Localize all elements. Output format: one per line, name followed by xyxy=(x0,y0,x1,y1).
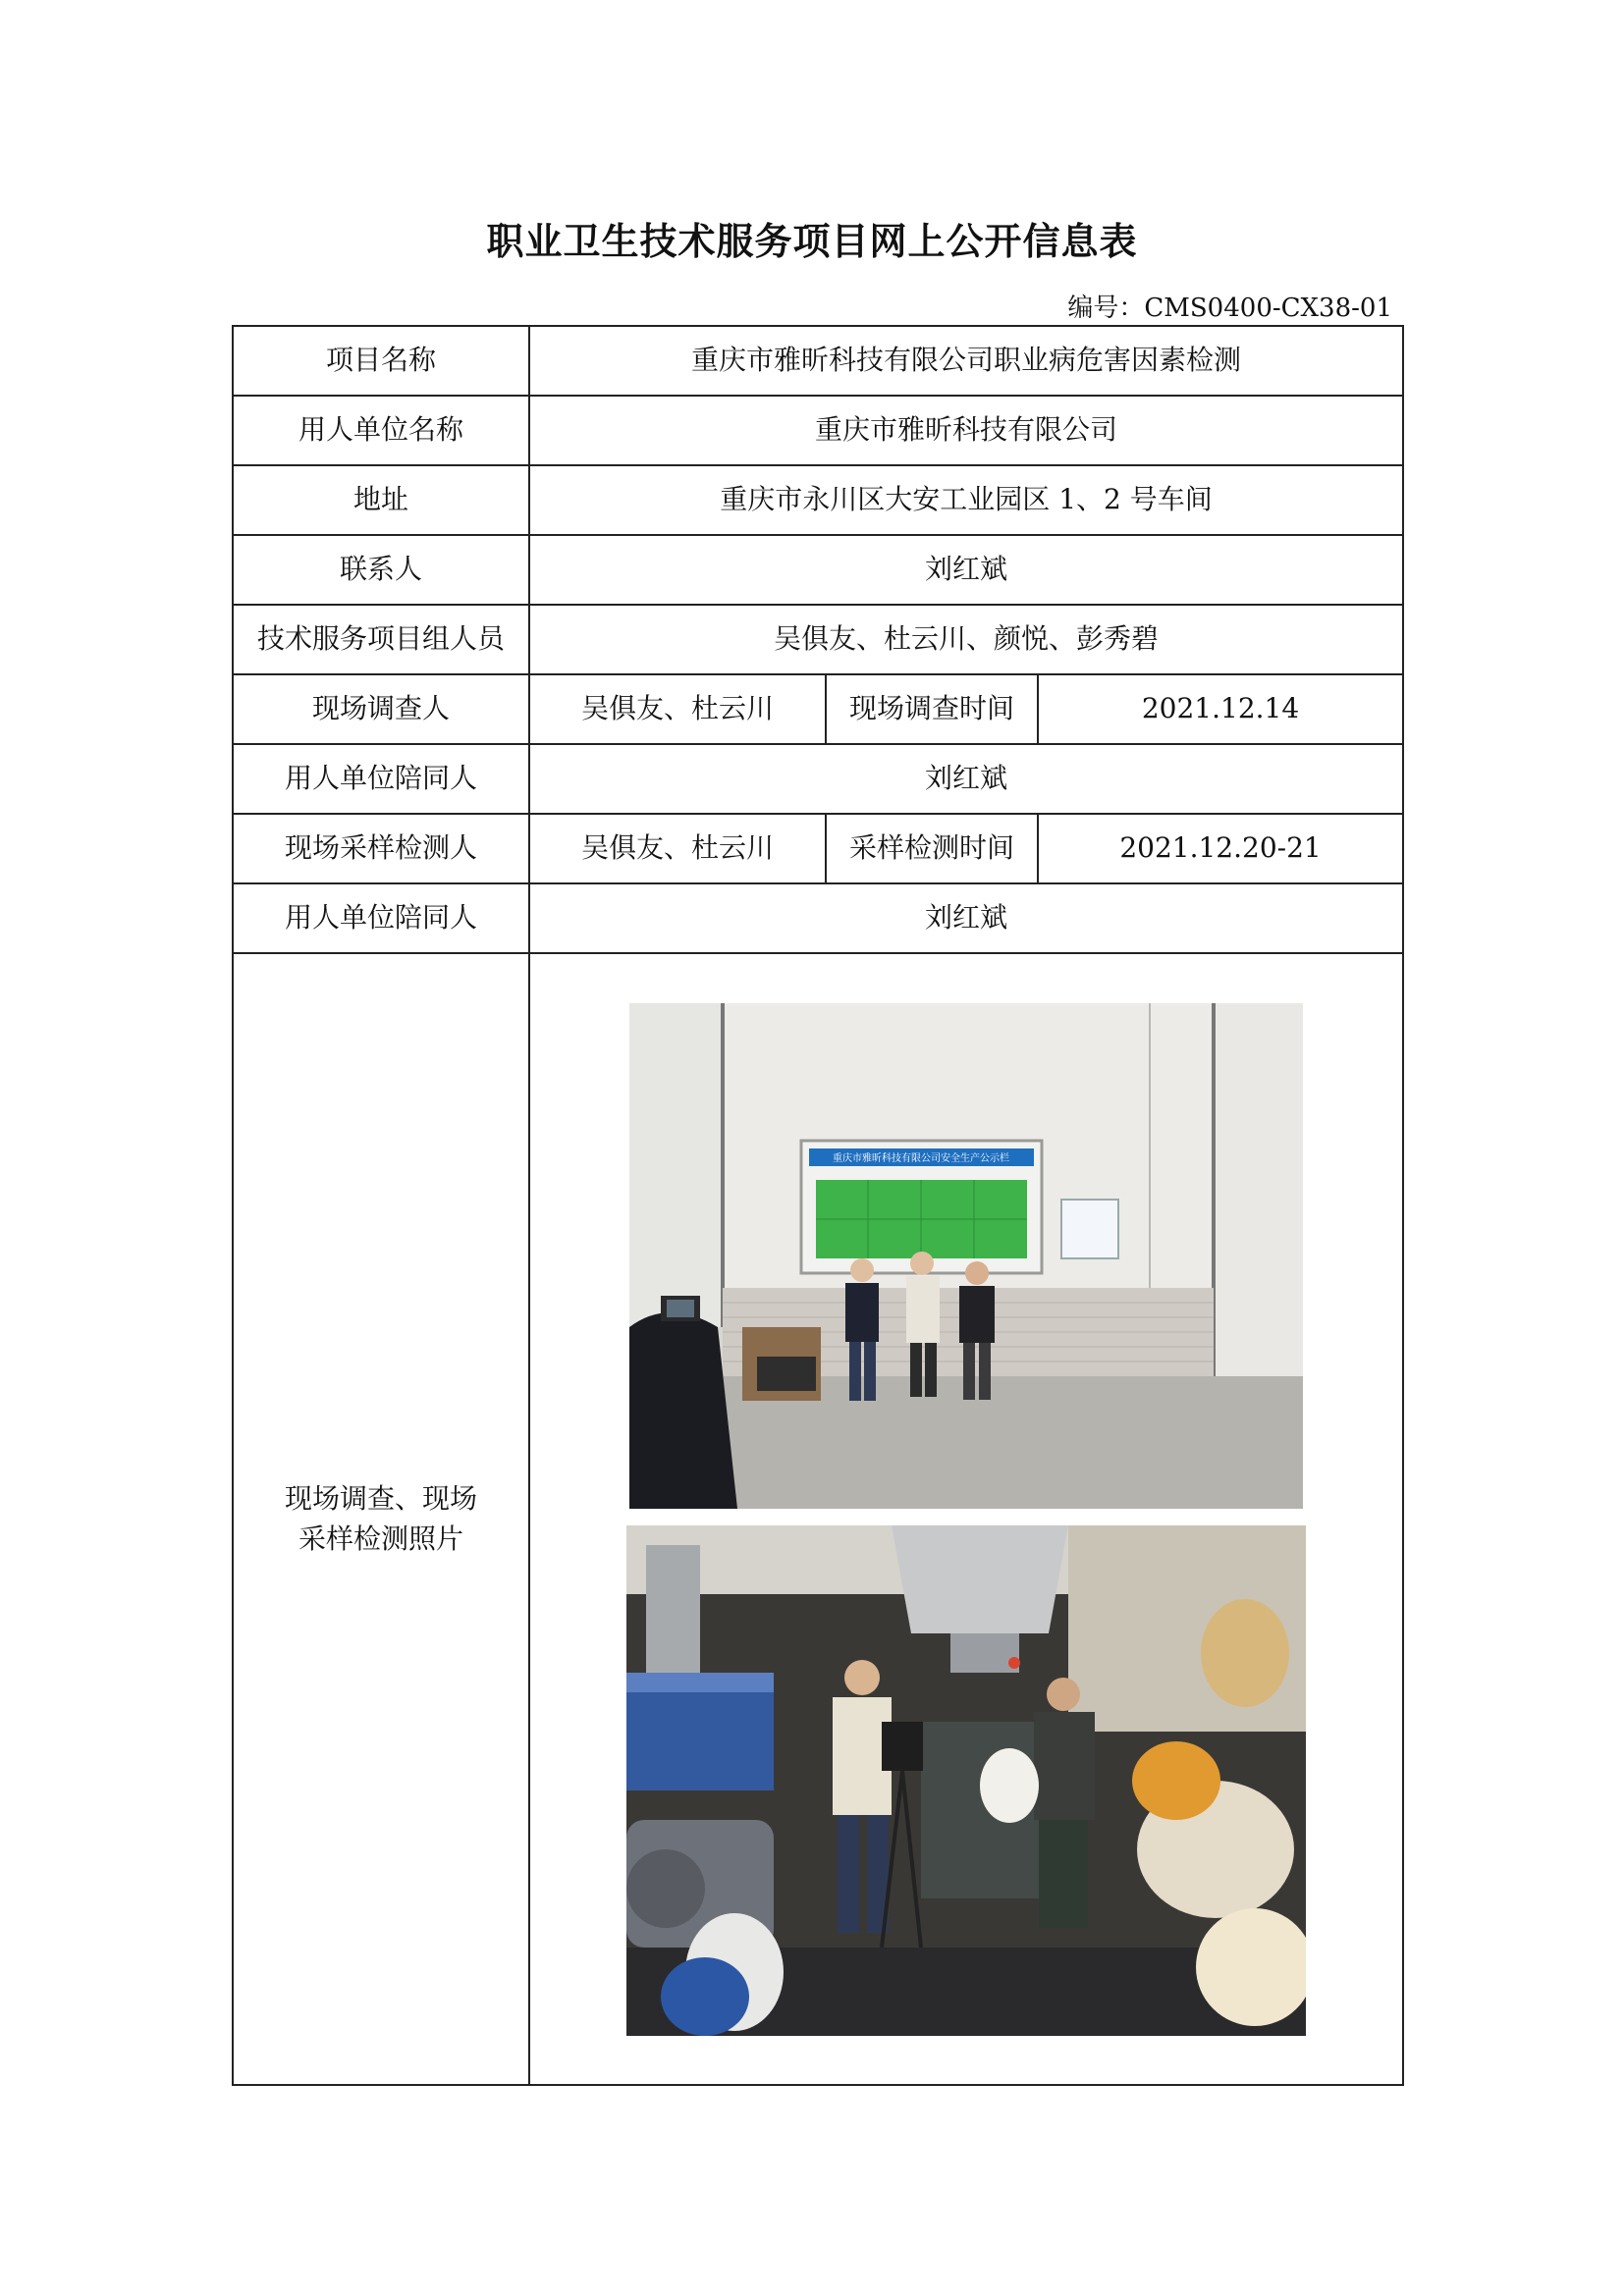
team-label: 技术服务项目组人员 xyxy=(233,605,529,674)
worker-operator xyxy=(1034,1678,1095,1928)
contact-label: 联系人 xyxy=(233,535,529,605)
row-escort-1 xyxy=(233,744,1403,814)
survey-person-label: 现场调查人 xyxy=(233,674,529,744)
row-sampling xyxy=(233,814,1403,883)
address-label: 地址 xyxy=(233,465,529,535)
survey-time-label: 现场调查时间 xyxy=(826,674,1038,744)
photos-cell xyxy=(529,953,1403,2085)
row-survey xyxy=(233,674,1403,744)
survey-person-value: 吴俱友、杜云川 xyxy=(529,674,826,744)
employer-name-value: 重庆市雅昕科技有限公司 xyxy=(529,396,1403,465)
photos-label: 现场调查、现场采样检测照片 xyxy=(233,953,529,2085)
project-name-value: 重庆市雅昕科技有限公司职业病危害因素检测 xyxy=(529,326,1403,396)
survey-photo xyxy=(629,1003,1303,1509)
row-escort-2 xyxy=(233,883,1403,953)
row-photos xyxy=(233,953,1403,2085)
escort-2-label: 用人单位陪同人 xyxy=(233,883,529,953)
board-title: 重庆市雅昕科技有限公司安全生产公示栏 xyxy=(833,1152,1010,1164)
row-project-name xyxy=(233,326,1403,396)
project-name-label: 项目名称 xyxy=(233,326,529,396)
document-number: 编号：CMS0400-CX38-01 xyxy=(1067,294,1392,323)
contact-value: 刘红斌 xyxy=(529,535,1403,605)
row-address xyxy=(233,465,1403,535)
escort-2-value: 刘红斌 xyxy=(529,883,1403,953)
row-contact xyxy=(233,535,1403,605)
escort-1-value: 刘红斌 xyxy=(529,744,1403,814)
sampling-person-value: 吴俱友、杜云川 xyxy=(529,814,826,883)
address-value: 重庆市永川区大安工业园区 1、2 号车间 xyxy=(529,465,1403,535)
sampling-time-label: 采样检测时间 xyxy=(826,814,1038,883)
row-employer-name xyxy=(233,396,1403,465)
info-table xyxy=(232,325,1404,2086)
employer-name-label: 用人单位名称 xyxy=(233,396,529,465)
survey-time-value: 2021.12.14 xyxy=(1038,674,1403,744)
team-value: 吴俱友、杜云川、颜悦、彭秀碧 xyxy=(529,605,1403,674)
page-title: 职业卫生技术服务项目网上公开信息表 xyxy=(486,220,1138,263)
sampling-person-label: 现场采样检测人 xyxy=(233,814,529,883)
sampling-photo xyxy=(626,1525,1306,2036)
row-team xyxy=(233,605,1403,674)
sampling-time-value: 2021.12.20-21 xyxy=(1038,814,1403,883)
escort-1-label: 用人单位陪同人 xyxy=(233,744,529,814)
